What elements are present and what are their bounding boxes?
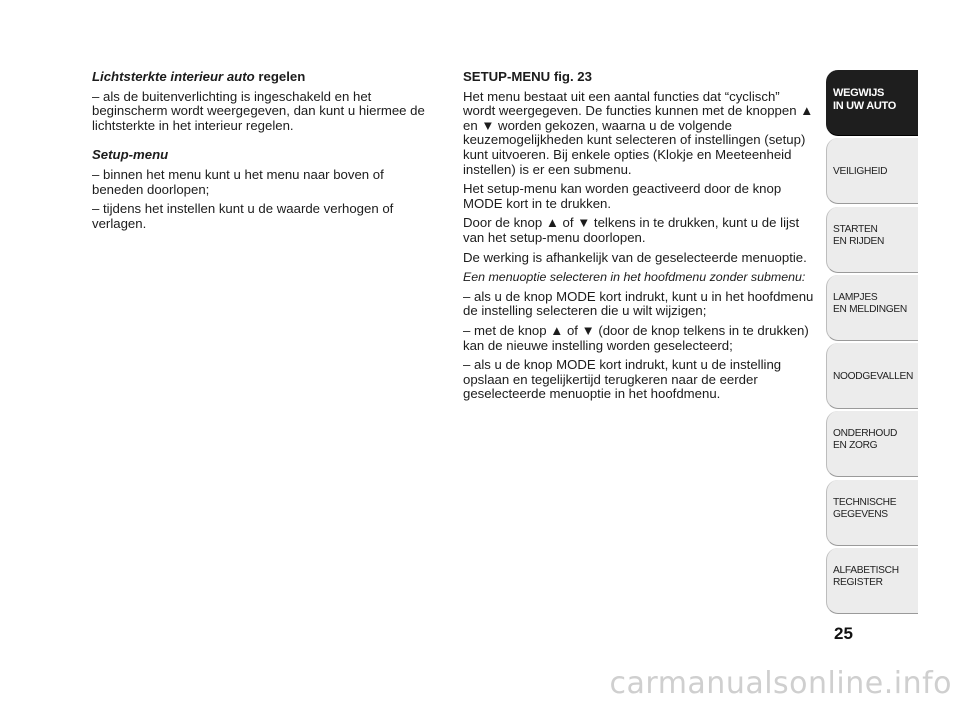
section-heading-setup-menu: SETUP-MENU fig. 23 — [463, 69, 592, 84]
paragraph: – binnen het menu kunt u het menu naar boven of beneden doorlopen; — [92, 166, 384, 197]
italic-subheading: Een menuoptie selecteren in het hoofdmenu zonder submenu: — [463, 270, 806, 285]
tab-noodgevallen[interactable]: NOODGEVALLEN — [826, 343, 918, 409]
tab-starten[interactable]: STARTEN EN RIJDEN — [826, 207, 918, 273]
subheading-setup-menu: Setup-menu — [92, 147, 169, 163]
left-column — [92, 70, 438, 236]
paragraph: – als u de knop MODE kort indrukt, kunt u de instelling opslaan en tegelijkertijd terugkeren naar de eerder geselecteerde menuoptie in het hoofdmenu. — [463, 357, 782, 402]
tab-veiligheid[interactable]: VEILIGHEID — [826, 138, 918, 204]
tab-alfabetisch[interactable]: ALFABETISCH REGISTER — [826, 548, 918, 614]
watermark: carmanualsonline.info — [609, 666, 952, 701]
tab-onderhoud[interactable]: ONDERHOUD EN ZORG — [826, 411, 918, 477]
paragraph: – als de buitenverlichting is ingeschakeld en het beginscherm wordt weergegeven, dan kunt u hiermee de lichtsterkte in het interieur regelen. — [92, 88, 425, 133]
paragraph: – tijdens het instellen kunt u de waarde verhogen of verlagen. — [92, 201, 394, 231]
paragraph: Door de knop ▲ of ▼ telkens in te drukken, kunt u de lijst van het setup-menu doorlopen. — [463, 215, 800, 245]
tab-lampjes[interactable]: LAMPJES EN MELDINGEN — [826, 275, 918, 341]
right-column — [463, 70, 815, 407]
page-number: 25 — [834, 624, 853, 643]
paragraph: Het menu bestaat uit een aantal functies dat “cyclisch” wordt weergegeven. De functies kunnen met de knoppen ▲ en ▼ worden gekozen, waarna u de volgende keuzemogelijkheden kunt selecteren of instellingen (setup) kunt uitvoeren. Bij enkele opties (Klokje en Meeteenheid instellen) is er een submenu. — [463, 88, 814, 177]
paragraph: De werking is afhankelijk van de geselecteerde menuoptie. — [463, 249, 807, 265]
paragraph: – met de knop ▲ of ▼ (door de knop telkens in te drukken) kan de nieuwe instelling worden geselecteerd; — [463, 322, 809, 353]
tab-technische[interactable]: TECHNISCHE GEGEVENS — [826, 480, 918, 546]
paragraph: Het setup-menu kan worden geactiveerd door de knop MODE kort in te drukken. — [463, 181, 782, 211]
section-heading-interior-light: Lichtsterkte interieur auto regelen — [92, 69, 306, 84]
paragraph: – als u de knop MODE kort indrukt, kunt u in het hoofdmenu de instelling selecteren die u wilt wijzigen; — [463, 288, 814, 319]
chapter-tabs — [826, 70, 918, 616]
tab-wegwijs[interactable]: WEGWIJS IN UW AUTO — [826, 70, 918, 136]
